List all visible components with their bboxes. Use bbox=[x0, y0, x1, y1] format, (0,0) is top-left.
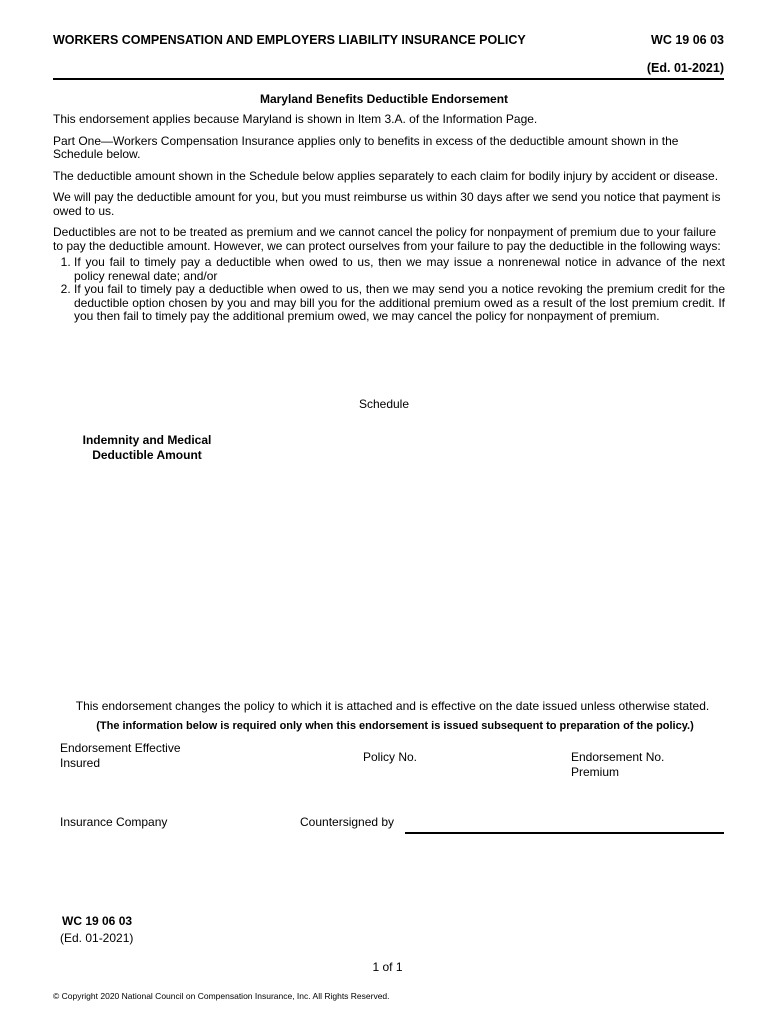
countersigned-by-label: Countersigned by bbox=[300, 815, 395, 829]
required-note: (The information below is required only when this endorsement is issued subsequent to preparation of the policy.) bbox=[96, 720, 694, 732]
policy-no-label: Policy No. bbox=[363, 750, 418, 764]
endorsement-no-label: Endorsement No. bbox=[571, 750, 665, 764]
document-body bbox=[53, 113, 725, 324]
signature-line bbox=[405, 832, 724, 834]
deductible-header-line2: Deductible Amount bbox=[92, 447, 202, 462]
paragraph: Part One—Workers Compensation Insurance applies only to benefits in excess of the deductible amount shown in the Schedule below. bbox=[53, 133, 679, 161]
endorsement-effective-group bbox=[60, 741, 181, 770]
endorsement-effective-label: Endorsement Effective bbox=[60, 741, 181, 755]
page-number: 1 of 1 bbox=[372, 960, 403, 974]
form-code: WC 19 06 03 bbox=[651, 33, 724, 47]
list-item: 2. If you fail to timely pay a deductible when owed to us, then we may send you a notice revoking the premium credit for the deductible option chosen by you and may bill you for the additional premium owed as a result of the lost premium credit. If you then fail to timely pay the additional premium owed, we may cancel the policy for nonpayment of premium. bbox=[74, 283, 725, 324]
premium-label: Premium bbox=[571, 764, 620, 779]
list-item: 1. If you fail to timely pay a deductible when owed to us, then we may issue a nonrenewal notice in advance of the next policy renewal date; and/or bbox=[74, 256, 725, 283]
insured-label: Insured bbox=[60, 755, 101, 770]
paragraph: This endorsement applies because Maryland is shown in Item 3.A. of the Information Page. bbox=[53, 112, 538, 126]
policy-title: WORKERS COMPENSATION AND EMPLOYERS LIABILITY INSURANCE POLICY bbox=[53, 33, 526, 47]
footer-edition: (Ed. 01-2021) bbox=[60, 931, 134, 945]
paragraph: We will pay the deductible amount for you, but you must reimburse us within 30 days after we send you notice that payment is owed to us. bbox=[53, 190, 721, 218]
effective-note: This endorsement changes the policy to which it is attached and is effective on the date issued unless otherwise stated. bbox=[75, 699, 710, 713]
schedule-label: Schedule bbox=[358, 397, 410, 411]
endorsement-no-group bbox=[571, 750, 664, 779]
paragraph: Deductibles are not to be treated as premium and we cannot cancel the policy for nonpayment of premium due to your failure to pay the deductible amount. However, we can protect ourselves from your failure to pay the deductible in the following ways: bbox=[53, 225, 721, 253]
header-divider bbox=[53, 78, 724, 80]
deductible-header-line1: Indemnity and Medical bbox=[82, 433, 212, 447]
document-title: Maryland Benefits Deductible Endorsement bbox=[259, 92, 509, 106]
insurance-company-label: Insurance Company bbox=[60, 815, 168, 829]
remedy-list bbox=[53, 256, 725, 324]
edition: (Ed. 01-2021) bbox=[646, 61, 724, 75]
footer-form-code: WC 19 06 03 bbox=[62, 914, 133, 928]
deductible-column-header bbox=[79, 433, 215, 462]
copyright: © Copyright 2020 National Council on Compensation Insurance, Inc. All Rights Reserved. bbox=[53, 991, 390, 1001]
paragraph: The deductible amount shown in the Schedule below applies separately to each claim for bodily injury by accident or disease. bbox=[53, 168, 719, 183]
